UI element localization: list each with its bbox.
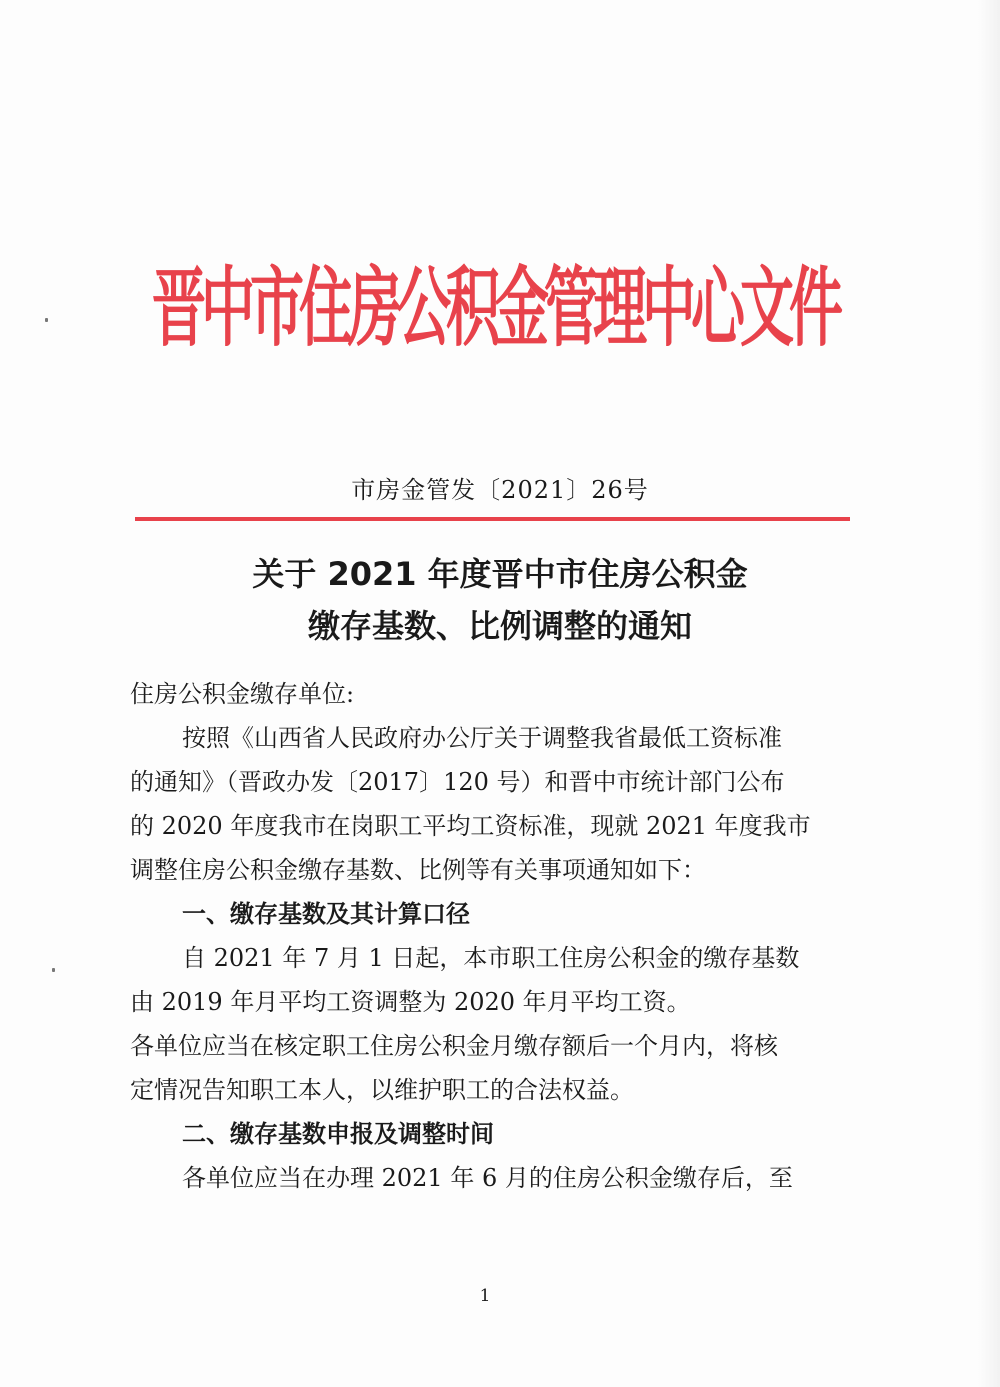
paragraph-line: 按照《山西省人民政府办公厅关于调整我省最低工资标准 [182,724,782,752]
section-heading-1: 一、缴存基数及其计算口径 [182,900,470,928]
issuing-authority-title: 晋中市住房公积金管理中心文件 [152,257,838,359]
paragraph-line: 各单位应当在核定职工住房公积金月缴存额后一个月内，将核 [130,1032,778,1060]
scan-speck [52,968,55,972]
paragraph-line: 的 2020 年度我市在岗职工平均工资标准，现就 2021 年度我市 [130,812,811,840]
paragraph-line: 调整住房公积金缴存基数、比例等有关事项通知如下： [130,856,706,884]
paragraph-line: 定情况告知职工本人，以维护职工的合法权益。 [130,1076,634,1104]
notice-title-line-1: 关于 2021 年度晋中市住房公积金 [252,555,748,593]
page-number: 1 [479,1286,491,1306]
paragraph-line: 由 2019 年月平均工资调整为 2020 年月平均工资。 [130,988,691,1016]
salutation: 住房公积金缴存单位: [130,680,355,708]
notice-title-line-2: 缴存基数、比例调整的通知 [307,607,692,645]
scan-edge-shadow [978,0,1000,1387]
document-number: 市房金管发〔2021〕26号 [351,476,649,504]
scan-speck [45,318,48,322]
red-divider-line [135,517,850,521]
notice-title [130,548,870,652]
notice-body [130,672,845,1200]
section-heading-2: 二、缴存基数申报及调整时间 [182,1120,494,1148]
paragraph-line: 各单位应当在办理 2021 年 6 月的住房公积金缴存后，至 [182,1164,793,1192]
paragraph-line: 自 2021 年 7 月 1 日起，本市职工住房公积金的缴存基数 [182,944,800,972]
paragraph-line: 的通知》（晋政办发〔2017〕120 号）和晋中市统计部门公布 [130,768,785,796]
